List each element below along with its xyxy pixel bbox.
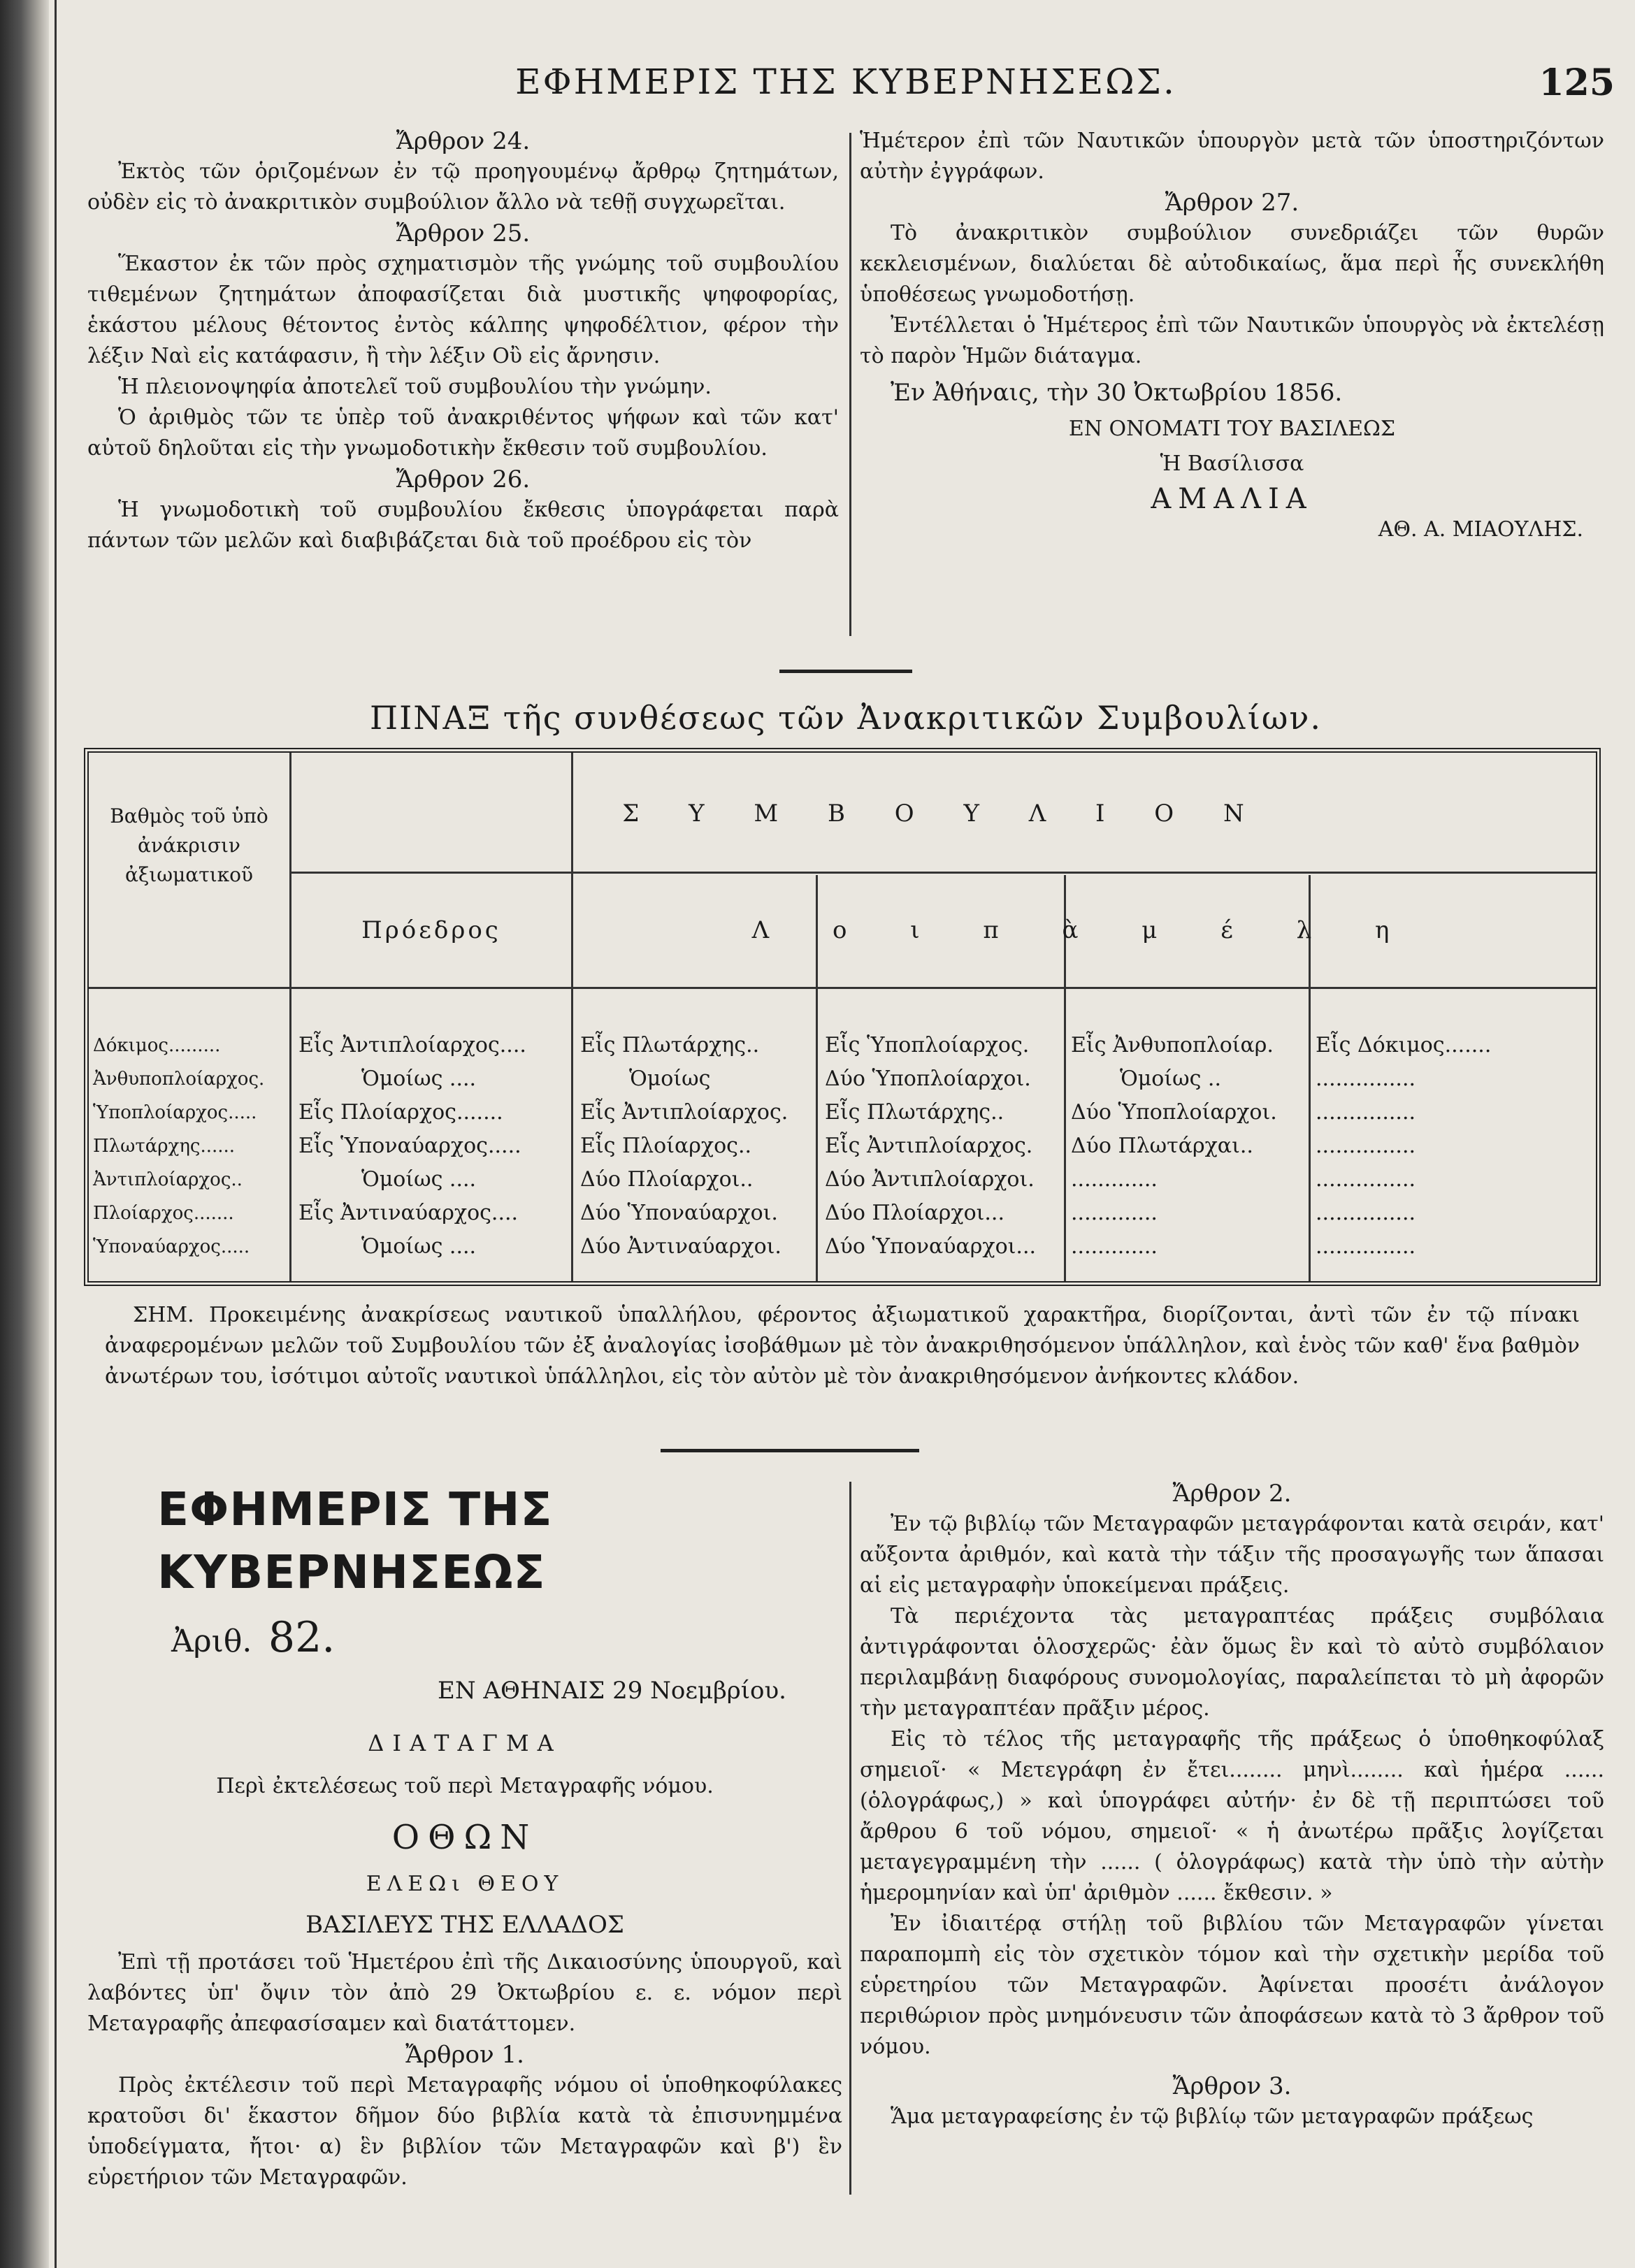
table-row: Εἷς Δόκιμος.......: [1316, 1033, 1492, 1057]
section-divider: [661, 1449, 919, 1452]
king-title: ΒΑΣΙΛΕΥΣ ΤΗΣ ΕΛΛΑΔΟΣ: [305, 1911, 624, 1939]
president-header: Πρόεδρος: [361, 916, 501, 944]
table-row: ...............: [1316, 1067, 1416, 1091]
column-divider: [849, 133, 851, 636]
continued-text: Ἡμέτερον ἐπὶ τῶν Ναυτικῶν ὑπουργὸν μετὰ τῶν ὑποστηριζόντων αὐτὴν ἐγγράφων.: [860, 129, 1604, 184]
page-number: 125: [1539, 62, 1615, 104]
article-26-heading: Ἄρθρον 26.: [396, 465, 531, 493]
table-row: Δύο Ὑποναύαρχοι.: [580, 1201, 778, 1225]
table-row: Δύο Πλοίαρχοι...: [825, 1201, 1005, 1225]
page-binding-edge: [0, 0, 49, 2268]
council-header: Σ Υ Μ Β Ο Υ Λ Ι Ο Ν: [622, 800, 1265, 828]
president-column: [298, 1029, 568, 1264]
article-27-paragraph: Ἐντέλλεται ὁ Ἡμέτερος ἐπὶ τῶν Ναυτικῶν ὑπουργὸς νὰ ἐκτελέσῃ τὸ παρὸν Ἡμῶν διάταγμα.: [860, 313, 1604, 368]
rank-header: Βαθμὸς τοῦ ὑπὸ ἀνάκρισιν ἀξιωματικοῦ: [110, 804, 268, 886]
table-row: Εἷς Ἀνθυποπλοίαρ.: [1071, 1033, 1274, 1057]
member-column: [1071, 1029, 1307, 1264]
table-row: Εἷς Ὑποπλοίαρχος.: [825, 1033, 1030, 1057]
table-row: Δύο Ὑποπλοίαρχοι.: [825, 1067, 1031, 1091]
table-row: Ὁμοίως: [629, 1067, 711, 1091]
member-column: [580, 1029, 814, 1264]
table-row: ...............: [1316, 1100, 1416, 1125]
in-the-name-of-king: ΕΝ ΟΝΟΜΑΤΙ ΤΟΥ ΒΑΣΙΛΕΩΣ: [1068, 417, 1396, 441]
issue-left-column: [87, 1478, 842, 2193]
by-grace-of-god: ΕΛΕΩι ΘΕΟΥ: [366, 1872, 564, 1896]
table-row: ...............: [1316, 1234, 1416, 1259]
column-divider: [849, 1482, 851, 2195]
table-row: Δύο Πλοίαρχοι..: [580, 1167, 754, 1192]
rank-column: [93, 1029, 289, 1264]
table-line: [571, 753, 573, 1281]
top-right-column: [860, 126, 1604, 545]
minister-signature: ΑΘ. Α. ΜΙΑΟΥΛΗΣ.: [1378, 517, 1583, 542]
table-row: Ὁμοίως ..: [1120, 1067, 1221, 1091]
table-line: [89, 987, 1596, 989]
table-row: Δύο Ὑποναύαρχοι...: [825, 1234, 1037, 1259]
table-row: Ὁμοίως ....: [361, 1067, 477, 1091]
member-column: [1316, 1029, 1592, 1264]
table-row: Εἷς Ἀντιπλοίαρχος.: [580, 1100, 788, 1125]
table-row: ...............: [1316, 1134, 1416, 1158]
king-name: ΟΘΩΝ: [391, 1818, 538, 1857]
issue-number-line: [87, 1610, 842, 1673]
table-row: Εἷς Ἀντιναύαρχος....: [298, 1201, 519, 1225]
table-row: Εἷς Πλωτάρχης..: [580, 1033, 760, 1057]
issue-masthead: ΕΦΗΜΕΡΙΣ ΤΗΣ ΚΥΒΕΡΝΗΣΕΩΣ: [157, 1482, 553, 1599]
table-row: .............: [1071, 1201, 1158, 1225]
margin-rule: [55, 0, 57, 2268]
article-24-text: Ἐκτὸς τῶν ὁριζομένων ἐν τῷ προηγουμένῳ ἄρθρῳ ζητημάτων, οὐδὲν εἰς τὸ ἀνακριτικὸν συμβούλιον ἄλλο νὰ τεθῇ συγχωρεῖται.: [87, 159, 839, 215]
table-row: .............: [1071, 1234, 1158, 1259]
table-row: Εἷς Ὑποναύαρχος.....: [298, 1134, 521, 1158]
article-2-paragraph: Τὰ περιέχοντα τὰς μεταγραπτέας πράξεις συμβόλαια ἀντιγράφονται ὁλοσχερῶς· ἐὰν ὅμως ἓν καὶ τὸ αὐτὸ συμβόλαιον περιλαμβάνῃ διαφόρους συνομολογίας, παραλείπεται τὸ μὴ ἀφορῶν τὴν μεταγραπτέαν πρᾶξιν μέρος.: [860, 1604, 1604, 1721]
table-row: Εἷς Πλοίαρχος..: [580, 1134, 752, 1158]
article-2-paragraph: Εἰς τὸ τέλος τῆς μεταγραφῆς τῆς πράξεως ὁ ὑποθηκοφύλαξ σημειοῖ· « Μετεγράφη ἐν ἔτει........ μηνὶ........ καὶ ἡμέρα ...... (ὁλογράφως,) » καὶ ὑπογράφει αὐτήν· ἐν δὲ τῇ περιπτώσει τοῦ ἄρθρου 6 τοῦ νόμου, σημειοῖ· « ἡ ἀνωτέρω πρᾶξις λογίζεται μεταγεγραμμένη τὴν ...... ( ὁλογράφως) κατὰ τὴν ὑπὸ τὴν αὐτὴν ἡμερομηνίαν καὶ ὑπ' ἀριθμὸν ...... ἔκθεσιν. »: [860, 1727, 1604, 1905]
place-date: ΕΝ ΑΘΗΝΑΙΣ 29 Νοεμβρίου.: [438, 1677, 786, 1705]
table-row: Δύο Ἀντιναύαρχοι.: [580, 1234, 782, 1259]
queen-title: Ἡ Βασίλισσα: [1160, 452, 1304, 476]
table-row: Ἀντιπλοίαρχος..: [93, 1169, 243, 1190]
article-1-text: Πρὸς ἐκτέλεσιν τοῦ περὶ Μεταγραφῆς νόμου οἱ ὑποθηκοφύλακες κρατοῦσι δι' ἕκαστον δῆμον δύο βιβλία κατὰ τὰ ἐπισυνημμένα ὑποδείγματα, ἤτοι· α) ἓν βιβλίον τῶν Μεταγραφῶν καὶ β') ἓν εὑρετήριον τῶν Μεταγραφῶν.: [87, 2073, 842, 2190]
table-line: [291, 872, 1596, 874]
article-25-heading: Ἄρθρον 25.: [396, 219, 531, 247]
article-2-paragraph: Ἐν ἰδιαιτέρᾳ στήλῃ τοῦ βιβλίου τῶν Μεταγραφῶν γίνεται παραπομπὴ εἰς τὸν σχετικὸν τόμον καὶ τὴν σχετικὴν μερίδα τοῦ εὑρετηρίου τῶν Μεταγραφῶν. Ἀφίνεται προσέτι ἀνάλογον περιθώριον πρὸς μνημόνευσιν τῶν ἀποφάσεων κατὰ τὸ 3 ἄρθρον τοῦ νόμου.: [860, 1912, 1604, 2059]
article-1-heading: Ἄρθρον 1.: [405, 2041, 524, 2069]
member-column: [825, 1029, 1063, 1264]
table-note: ΣΗΜ. Προκειμένης ἀνακρίσεως ναυτικοῦ ὑπαλλήλου, φέροντος ἀξιωματικοῦ χαρακτῆρα, διορίζονται, ἀντὶ τῶν ἐν τῷ πίνακι ἀναφερομένων μελῶν τοῦ Συμβουλίου τῶν ἐξ ἀναλογίας ἰσοβάθμων μὲ τὸν ἀνακριθησόμενον ὑπάλληλον, καὶ ἑνὸς τῶν καθ' ἕνα βαθμὸν ἀνωτέρων του, ἰσότιμοι αὐτοῖς ναυτικοὶ ὑπάλληλοι, εἰς τὸν αὐτὸν μὲ τὸν ἀνακριθησόμενον ἀνήκοντες κλάδον.: [105, 1303, 1580, 1389]
decree-preamble: Ἐπὶ τῇ προτάσει τοῦ Ἡμετέρου ἐπὶ τῆς Δικαιοσύνης ὑπουργοῦ, καὶ λαβόντες ὑπ' ὄψιν τὸν ἀπὸ 29 Ὀκτωβρίου ε. ε. νόμον περὶ Μεταγραφῆς ἀπεφασίσαμεν καὶ διατάττομεν.: [87, 1950, 842, 2036]
table-row: Ὑποναύαρχος.....: [93, 1236, 250, 1257]
table-row: Δόκιμος.........: [93, 1035, 221, 1056]
table-row: .............: [1071, 1167, 1158, 1192]
article-3-text: Ἅμα μεταγραφείσης ἐν τῷ βιβλίῳ τῶν μεταγραφῶν πράξεως: [891, 2104, 1534, 2129]
article-2-paragraph: Ἐν τῷ βιβλίῳ τῶν Μεταγραφῶν μεταγράφονται κατὰ σειράν, κατ' αὔξοντα ἀριθμόν, καὶ κατὰ τὴν τάξιν τῆς προσαγωγῆς των ἅπασαι αἱ εἰς μεταγραφὴν ὑποκείμεναι πράξεις.: [860, 1512, 1604, 1598]
article-25-paragraph: Ἡ πλειονοψηφία ἀποτελεῖ τοῦ συμβουλίου τὴν γνώμην.: [118, 375, 712, 399]
article-25-paragraph: Ἕκαστον ἐκ τῶν πρὸς σχηματισμὸν τῆς γνώμης τοῦ συμβουλίου τιθεμένων ζητημάτων ἀποφασίζεται διὰ μυστικῆς ψηφοφορίας, ἑκάστου μέλους θέτοντος ἐντὸς κάλπης ψηφοδέλτιον, φέρον τὴν λέξιν Ναὶ εἰς κατάφασιν, ἢ τὴν λέξιν Οὒ εἰς ἄρνησιν.: [87, 252, 839, 368]
decree-type: ΔΙΑΤΑΓΜΑ: [368, 1730, 562, 1756]
decree-subject: Περὶ ἐκτελέσεως τοῦ περὶ Μεταγραφῆς νόμου.: [216, 1774, 714, 1798]
table-row: Εἷς Πλοίαρχος.......: [298, 1100, 503, 1125]
date-line: Ἐν Ἀθήναις, τὴν 30 Ὀκτωβρίου 1856.: [891, 379, 1343, 407]
article-25-paragraph: Ὁ ἀριθμὸς τῶν τε ὑπὲρ τοῦ ἀνακριθέντος ψήφων καὶ τῶν κατ' αὐτοῦ δηλοῦται εἰς τὴν γνωμοδοτικὴν ἔκθεσιν τοῦ συμβουλίου.: [87, 405, 839, 461]
issue-number-label: Ἀριθ.: [171, 1624, 252, 1659]
article-2-heading: Ἄρθρον 2.: [1172, 1480, 1292, 1508]
table-row: Δύο Πλωτάρχαι..: [1071, 1134, 1253, 1158]
table-row: Ὁμοίως ....: [361, 1167, 477, 1192]
table-row: Πλωτάρχης......: [93, 1136, 236, 1157]
table-row: Ἀνθυποπλοίαρχος.: [93, 1069, 265, 1090]
table-row: Εἷς Ἀντιπλοίαρχος.: [825, 1134, 1033, 1158]
table-line: [289, 753, 291, 1281]
article-27-paragraph: Τὸ ἀνακριτικὸν συμβούλιον συνεδριάζει τῶν θυρῶν κεκλεισμένων, διαλύεται δὲ αὐτοδικαίως, ἅμα περὶ ἧς συνεκλήθη ὑποθέσεως γνωμοδοτήσῃ.: [860, 221, 1604, 307]
table-row: ...............: [1316, 1167, 1416, 1192]
section-divider: [779, 670, 912, 673]
council-composition-table: [84, 748, 1601, 1286]
article-26-text: Ἡ γνωμοδοτικὴ τοῦ συμβουλίου ἔκθεσις ὑπογράφεται παρὰ πάντων τῶν μελῶν καὶ διαβιβάζεται διὰ τοῦ προέδρου εἰς τὸν: [87, 498, 839, 553]
table-row: Εἷς Πλωτάρχης..: [825, 1100, 1004, 1125]
table-row: Πλοίαρχος.......: [93, 1203, 234, 1224]
table-row: Δύο Ὑποπλοίαρχοι.: [1071, 1100, 1277, 1125]
issue-right-column: [860, 1478, 1604, 2132]
article-3-heading: Ἄρθρον 3.: [1172, 2072, 1292, 2100]
table-row: Εἷς Ἀντιπλοίαρχος....: [298, 1033, 526, 1057]
members-header: Λ ο ι π ὰ μ έ λ η: [751, 916, 1418, 944]
queen-name: ΑΜΑΛΙΑ: [1151, 483, 1313, 515]
table-row: ...............: [1316, 1201, 1416, 1225]
table-title: ΠΙΝΑΞ τῆς συνθέσεως τῶν Ἀνακριτικῶν Συμβουλίων.: [370, 699, 1322, 737]
issue-number: 82.: [268, 1613, 336, 1662]
running-header-title: ΕΦΗΜΕΡΙΣ ΤΗΣ ΚΥΒΕΡΝΗΣΕΩΣ.: [515, 62, 1176, 102]
newspaper-page: [73, 0, 1618, 2268]
table-row: Ὑποπλοίαρχος.....: [93, 1102, 257, 1123]
top-left-column: [87, 126, 839, 556]
article-27-heading: Ἄρθρον 27.: [1165, 189, 1299, 217]
table-row: Δύο Ἀντιπλοίαρχοι.: [825, 1167, 1035, 1192]
table-row: Ὁμοίως ....: [361, 1234, 477, 1259]
article-24-heading: Ἄρθρον 24.: [396, 127, 531, 155]
